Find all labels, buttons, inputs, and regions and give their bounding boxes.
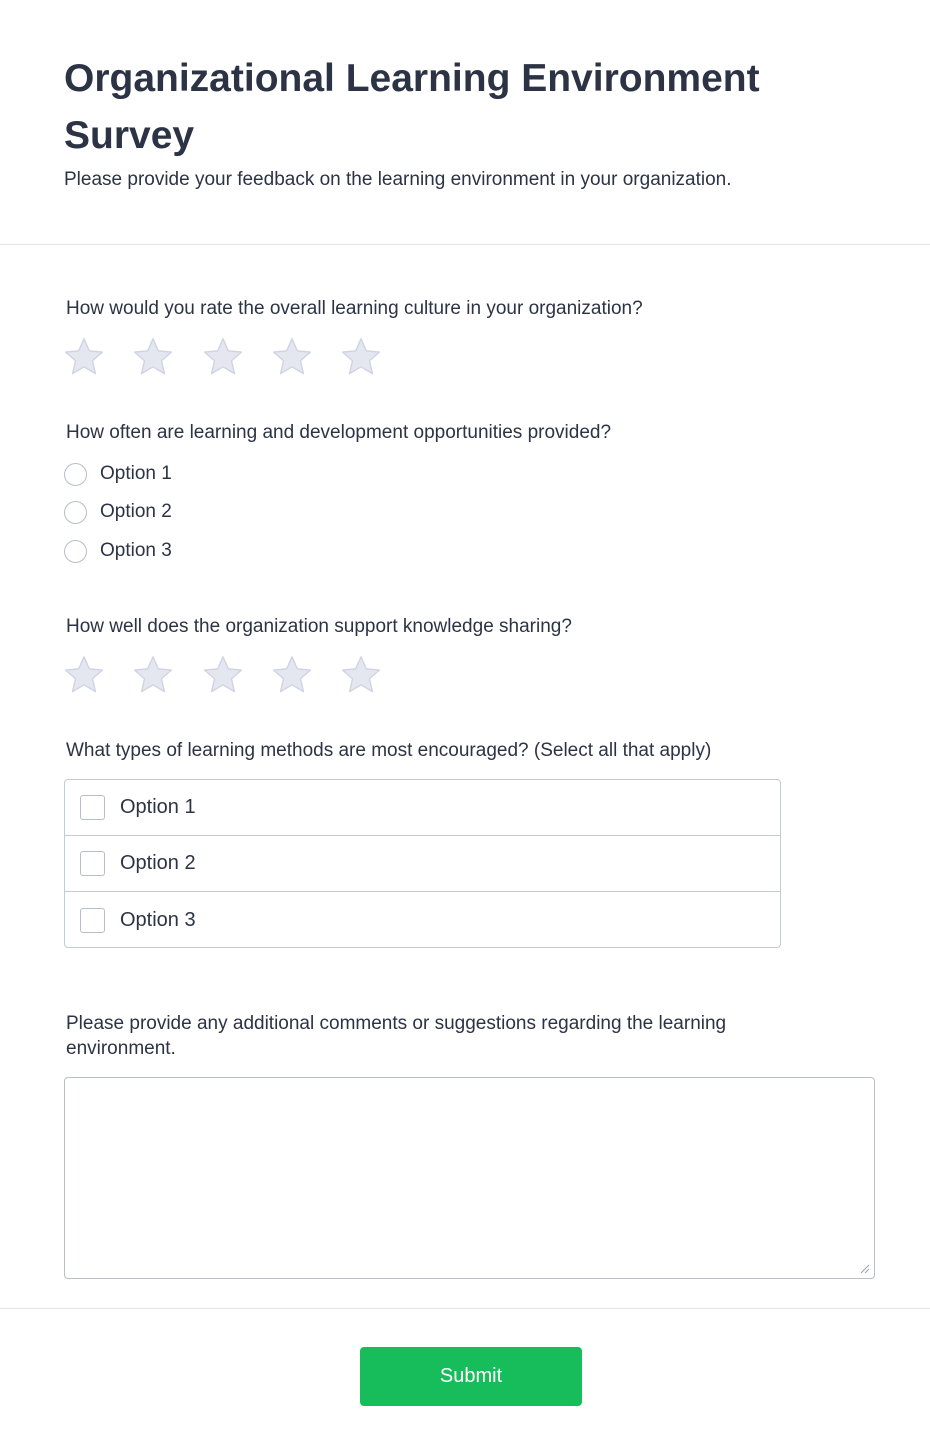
star-icon[interactable] xyxy=(202,336,244,378)
radio-option-3[interactable] xyxy=(64,538,172,564)
resize-grip-icon[interactable] xyxy=(858,1262,870,1274)
checkbox[interactable] xyxy=(80,908,105,933)
rating-overall-learning-culture xyxy=(63,336,409,378)
star-icon[interactable] xyxy=(340,336,382,378)
star-icon[interactable] xyxy=(271,336,313,378)
form-header xyxy=(0,0,930,245)
checkbox-option-3[interactable] xyxy=(65,892,780,948)
checkbox-option-label: Option 3 xyxy=(120,908,196,931)
checkbox-group xyxy=(64,779,781,948)
form-description: Please provide your feedback on the learning environment in your organization. xyxy=(64,169,732,190)
star-icon[interactable] xyxy=(340,654,382,696)
submit-button[interactable]: Submit xyxy=(360,1347,582,1406)
form-title: Organizational Learning Environment Survey xyxy=(64,57,760,157)
question-2-label: How often are learning and development opportunities provided? xyxy=(66,422,612,443)
comments-textarea[interactable] xyxy=(64,1077,875,1279)
radio-button[interactable] xyxy=(64,540,87,563)
question-1-label: How would you rate the overall learning culture in your organization? xyxy=(66,298,643,319)
radio-option-label: Option 1 xyxy=(100,463,172,484)
question-5-label: Please provide any additional comments or suggestions regarding the learning environment. xyxy=(66,1013,727,1059)
star-icon[interactable] xyxy=(202,654,244,696)
checkbox-option-label: Option 1 xyxy=(120,796,196,818)
rating-knowledge-sharing xyxy=(63,654,409,696)
radio-option-label: Option 2 xyxy=(100,501,172,522)
star-icon[interactable] xyxy=(132,336,174,378)
radio-button[interactable] xyxy=(64,463,87,486)
checkbox-option-2[interactable] xyxy=(65,836,780,892)
checkbox[interactable] xyxy=(80,795,105,820)
star-icon[interactable] xyxy=(271,654,313,696)
checkbox-option-1[interactable] xyxy=(65,780,780,836)
checkbox[interactable] xyxy=(80,851,105,876)
question-3-label: How well does the organization support knowledge sharing? xyxy=(66,616,572,637)
radio-option-1[interactable] xyxy=(64,461,172,487)
checkbox-option-label: Option 2 xyxy=(120,852,196,874)
radio-option-2[interactable] xyxy=(64,499,172,525)
question-4-label: What types of learning methods are most encouraged? (Select all that apply) xyxy=(66,740,712,761)
star-icon[interactable] xyxy=(132,654,174,696)
star-icon[interactable] xyxy=(63,336,105,378)
radio-option-label: Option 3 xyxy=(100,540,172,561)
footer-divider xyxy=(0,1308,930,1309)
radio-button[interactable] xyxy=(64,501,87,524)
star-icon[interactable] xyxy=(63,654,105,696)
